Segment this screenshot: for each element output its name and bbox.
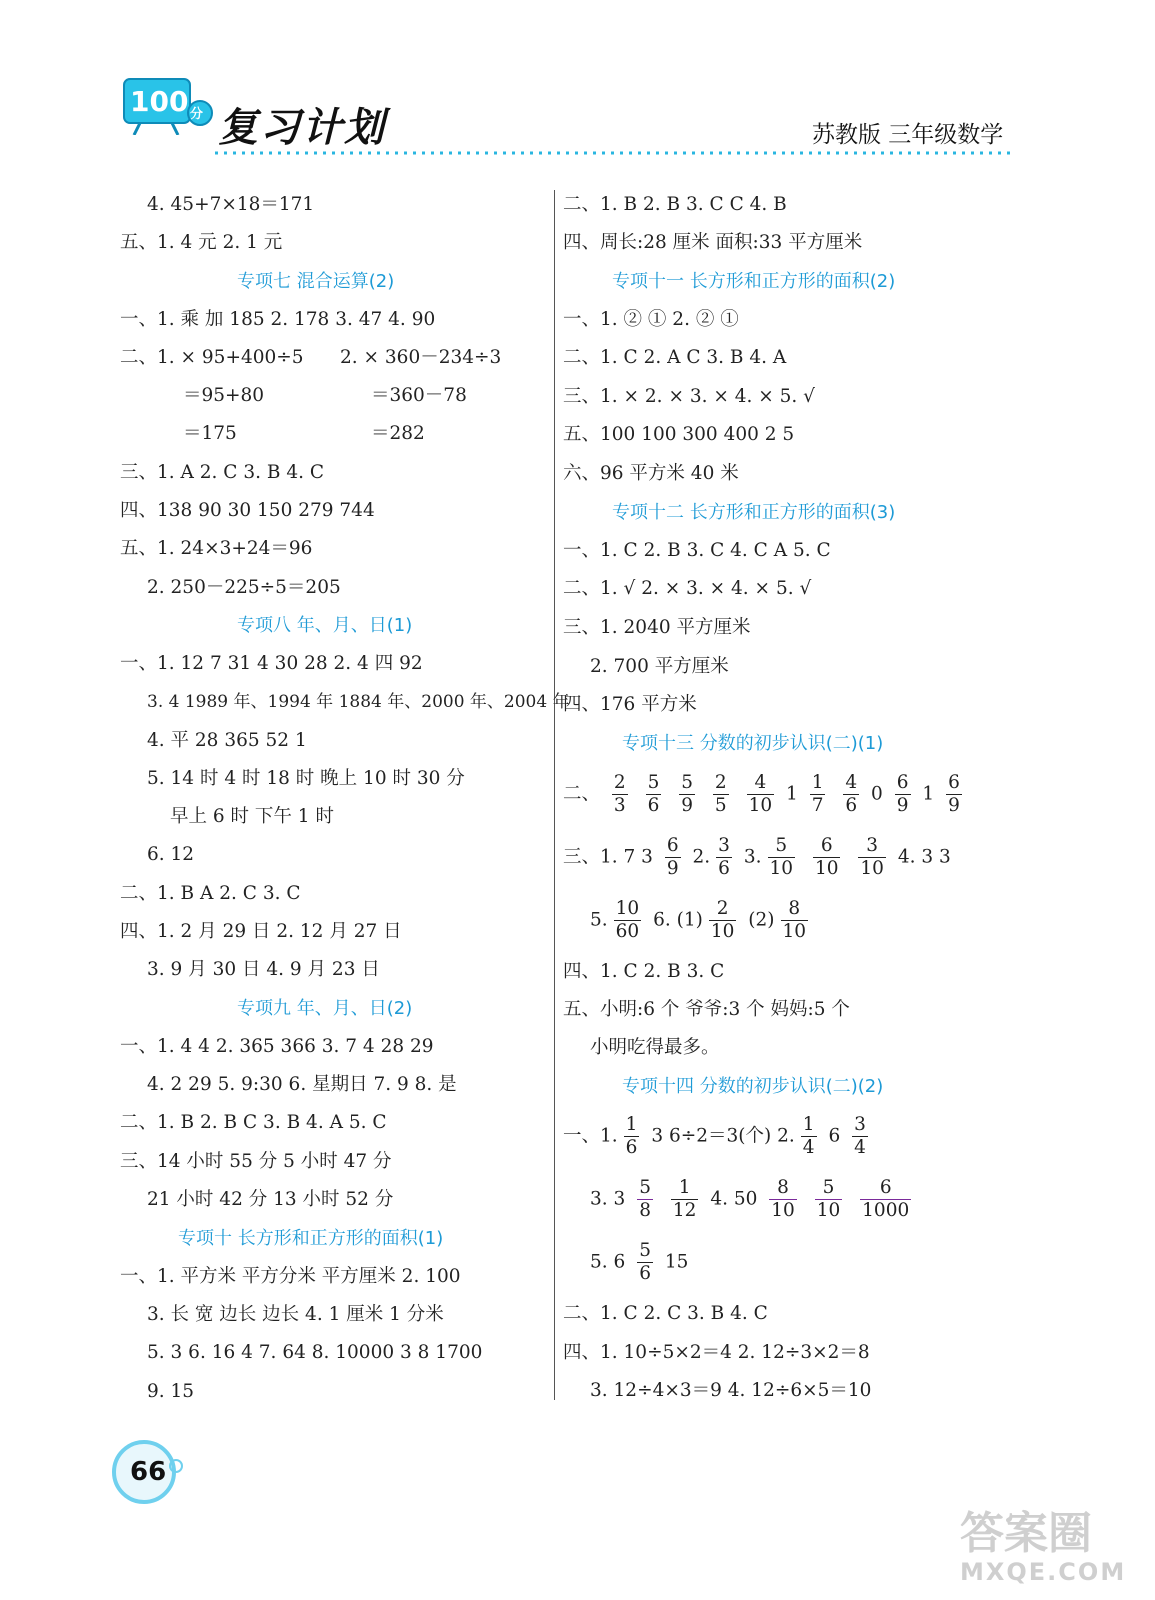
page-number-badge [110, 1440, 186, 1510]
column-divider [554, 190, 555, 1400]
page-number: 66 [130, 1457, 167, 1487]
answer-line: 三、1. × 2. × 3. × 4. × 5. √ [563, 386, 815, 407]
answer-line: 二、1. C 2. C 3. B 4. C [563, 1303, 768, 1324]
fraction: $\frac{4}{10}$ [748, 772, 773, 816]
answer-line: 4. 平 28 365 52 1 [147, 730, 307, 751]
fraction: $\frac{3}{4}$ [854, 1114, 866, 1158]
answer-line: 2. 250－225÷5＝205 [147, 577, 341, 598]
answer-line: 早上 6 时 下午 1 时 [170, 806, 334, 827]
answer-line: 五、1. 4 元 2. 1 元 [120, 232, 283, 253]
answer-text: 15 [664, 1251, 689, 1273]
answer-line: 4. 45+7×18＝171 [147, 194, 315, 215]
answer-line: 2. × 360－234÷3 [340, 347, 502, 368]
fraction: $\frac{6}{10}$ [814, 835, 839, 879]
answer-line: 四、138 90 30 150 279 744 [120, 500, 375, 521]
fraction: $\frac{6}{9}$ [666, 835, 679, 879]
answer-line: 五、1. 24×3+24＝96 [120, 538, 313, 559]
fraction-answer-line [590, 1240, 688, 1285]
answer-line: 5. 3 6. 16 4 7. 64 8. 10000 3 8 1700 [147, 1342, 483, 1363]
answer-text: 3. [743, 846, 762, 868]
answer-line: 二、1. C 2. A C 3. B 4. A [563, 347, 787, 368]
item-prefix: 二、 [563, 783, 601, 805]
answer-line: 二、1. × 95+400÷5 [120, 347, 304, 368]
answer-line: 3. 9 月 30 日 4. 9 月 23 日 [147, 959, 380, 980]
fraction: $\frac{5}{6}$ [639, 1240, 651, 1284]
header-dotted-rule [215, 148, 1015, 158]
answer-line: 二、1. √ 2. × 3. × 4. × 5. √ [563, 578, 812, 599]
fraction: $\frac{4}{6}$ [845, 772, 858, 816]
answer-line: 五、小明:6 个 爷爷:3 个 妈妈:5 个 [563, 999, 850, 1020]
logo-sub: 分 [190, 107, 204, 122]
answer-text: (2) [748, 909, 775, 931]
answer-line: 五、100 100 300 400 2 5 [563, 424, 795, 445]
fraction: $\frac{1}{12}$ [672, 1177, 697, 1221]
fraction: $\frac{2}{5}$ [714, 772, 727, 816]
answer-value: 1 [786, 783, 798, 805]
answer-line: 三、14 小时 55 分 5 小时 47 分 [120, 1151, 392, 1172]
logo-number: 100 [130, 85, 189, 118]
answer-line: 3. 长 宽 边长 边长 4. 1 厘米 1 分米 [147, 1304, 444, 1325]
answer-line: 一、1. 12 7 31 4 30 28 2. 4 四 92 [120, 653, 423, 674]
answer-line: 小明吃得最多。 [590, 1037, 720, 1058]
fraction: $\frac{3}{10}$ [860, 835, 884, 879]
fraction: $\frac{6}{9}$ [948, 772, 960, 816]
fraction: $\frac{5}{6}$ [647, 772, 660, 816]
section-heading: 专项十一 长方形和正方形的面积(2) [612, 271, 896, 292]
answer-text: 6. (1) [653, 909, 703, 931]
answer-line: ＝282 [371, 423, 425, 444]
answer-text: 三、1. 7 3 [563, 846, 653, 868]
fraction-answer-line [563, 772, 968, 817]
answer-line: 3. 12÷4×3＝9 4. 12÷6×5＝10 [590, 1380, 872, 1401]
section-heading: 专项八 年、月、日(1) [237, 615, 413, 636]
fraction-answer-line [590, 898, 814, 943]
fraction: $\frac{3}{6}$ [718, 835, 730, 879]
fraction: $\frac{1}{4}$ [802, 1114, 815, 1158]
answer-text: 4. 3 3 [897, 846, 951, 868]
header-subtitle: 苏教版 三年级数学 [812, 122, 1004, 148]
answer-text: 3. 3 [590, 1188, 626, 1210]
answer-line: 四、1. C 2. B 3. C [563, 961, 725, 982]
fraction: $\frac{5}{10}$ [769, 835, 794, 879]
answer-line: 一、1. 乘 加 185 2. 178 3. 47 4. 90 [120, 309, 436, 330]
fraction: $\frac{10}{60}$ [615, 898, 640, 942]
answer-line: 二、1. B 2. B C 3. B 4. A 5. C [120, 1112, 387, 1133]
answer-text: 5. 6 [590, 1251, 626, 1273]
answer-line: 三、1. 2040 平方厘米 [563, 617, 751, 638]
answer-line: 6. 12 [147, 844, 195, 865]
fraction: $\frac{6}{1000}$ [862, 1177, 910, 1221]
answer-line: 一、1. C 2. B 3. C 4. C A 5. C [563, 540, 831, 561]
fraction: $\frac{2}{10}$ [710, 898, 735, 942]
answer-line: ＝95+80 [183, 385, 265, 406]
section-heading: 专项十三 分数的初步认识(二)(1) [622, 733, 884, 754]
answer-line: 四、周长:28 厘米 面积:33 平方厘米 [563, 232, 863, 253]
answer-line: 3. 4 1989 年、1994 年 1884 年、2000 年、2004 年 [147, 692, 570, 712]
answer-line: 二、1. B A 2. C 3. C [120, 883, 301, 904]
answer-value: 0 [871, 783, 883, 805]
fraction: $\frac{6}{9}$ [896, 772, 909, 816]
header-title: 复习计划 [218, 105, 386, 151]
answer-line: 六、96 平方米 40 米 [563, 463, 739, 484]
answer-line: 三、1. A 2. C 3. B 4. C [120, 462, 325, 483]
fraction-answer-line [563, 1114, 874, 1159]
section-heading: 专项七 混合运算(2) [237, 271, 395, 292]
answer-line: ＝175 [183, 423, 237, 444]
answer-line: 9. 15 [147, 1381, 195, 1402]
fraction: $\frac{1}{6}$ [625, 1114, 638, 1158]
fraction-answer-line [563, 835, 951, 880]
fraction: $\frac{1}{7}$ [811, 772, 824, 816]
answer-line: 2. 700 平方厘米 [590, 656, 729, 677]
section-heading: 专项九 年、月、日(2) [237, 998, 413, 1019]
answer-text: 5. [590, 909, 608, 931]
fraction: $\frac{2}{3}$ [613, 772, 626, 816]
fraction: $\frac{5}{9}$ [681, 772, 694, 816]
fraction: $\frac{5}{8}$ [639, 1177, 651, 1221]
answer-text: 4. 50 [710, 1188, 758, 1210]
answer-text: 2. [692, 846, 711, 868]
answer-line: 4. 2 29 5. 9:30 6. 星期日 7. 9 8. 是 [147, 1074, 457, 1095]
answer-value: 1 [922, 783, 935, 805]
fraction: $\frac{8}{10}$ [771, 1177, 795, 1221]
answer-line: 四、1. 10÷5×2＝4 2. 12÷3×2＝8 [563, 1342, 870, 1363]
fraction: $\frac{8}{10}$ [782, 898, 807, 942]
fraction: $\frac{5}{10}$ [816, 1177, 841, 1221]
answer-line: 一、1. ② ① 2. ② ① [563, 309, 739, 330]
answer-line: 一、1. 平方米 平方分米 平方厘米 2. 100 [120, 1266, 461, 1287]
section-heading: 专项十四 分数的初步认识(二)(2) [622, 1076, 884, 1097]
answer-text: 3 6÷2＝3(个) 2. [651, 1125, 795, 1147]
fraction-answer-line [590, 1177, 917, 1222]
watermark-bottom: MXQE.COM [960, 1558, 1127, 1586]
answer-line: 二、1. B 2. B 3. C C 4. B [563, 194, 787, 215]
section-heading: 专项十二 长方形和正方形的面积(3) [612, 502, 896, 523]
answer-line: 5. 14 时 4 时 18 时 晚上 10 时 30 分 [147, 768, 465, 789]
answer-line: ＝360－78 [371, 385, 467, 406]
section-heading: 专项十 长方形和正方形的面积(1) [178, 1228, 444, 1249]
answer-text: 6 [828, 1125, 841, 1147]
watermark [960, 1510, 1126, 1586]
answer-line: 一、1. 4 4 2. 365 366 3. 7 4 28 29 [120, 1036, 434, 1057]
answer-line: 21 小时 42 分 13 小时 52 分 [147, 1189, 394, 1210]
watermark-top: 答案圈 [960, 1508, 1092, 1559]
answer-line: 四、1. 2 月 29 日 2. 12 月 27 日 [120, 921, 402, 942]
answer-text: 一、1. [563, 1125, 618, 1147]
answer-line: 四、176 平方米 [563, 694, 697, 715]
brand-logo [120, 75, 218, 135]
